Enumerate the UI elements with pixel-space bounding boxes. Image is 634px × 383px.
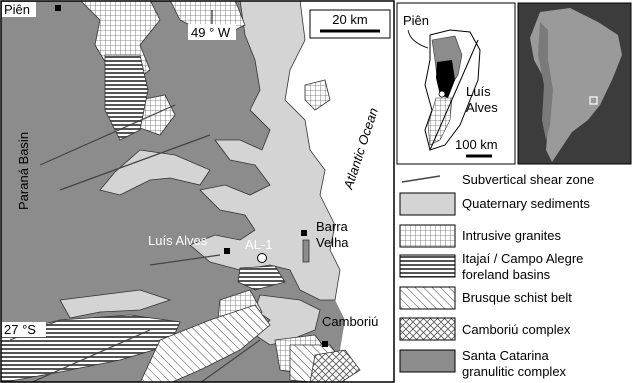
barra-velha-outcrop [303, 240, 309, 262]
legend [400, 172, 594, 379]
map-label-barra-velha-1: Barra [316, 219, 348, 234]
legend-swatch-camboriu [400, 318, 455, 340]
longitude-label: 49 ° W [191, 25, 231, 40]
camboriu-marker [322, 341, 328, 347]
map-label-barra-velha-2: Velha [316, 235, 349, 250]
luis-alves-marker [224, 248, 230, 254]
legend-swatch-brusque [400, 287, 455, 309]
legend-label-brusque: Brusque schist belt [462, 290, 572, 305]
legend-swatch-granulite [400, 350, 455, 372]
inset-label-alves: Alves [466, 100, 498, 115]
al1-sample-marker [258, 254, 267, 263]
inset-label-luis: Luís [466, 84, 491, 99]
legend-label-foreland-basins-2: foreland basins [462, 267, 551, 282]
scale-bar [310, 10, 390, 38]
legend-label-granulite-1: Santa Catarina [462, 348, 549, 363]
barra-velha-marker [301, 230, 307, 236]
legend-swatch-foreland-basins [400, 255, 455, 277]
pien-marker [55, 5, 61, 11]
latitude-label: 27 °S [4, 322, 36, 337]
legend-swatch-quaternary [400, 193, 455, 215]
legend-label-granulite-2: granulitic complex [462, 364, 567, 379]
inset-label-pien: Piên [403, 13, 430, 28]
legend-label-shear-zone: Subvertical shear zone [462, 172, 595, 187]
legend-label-foreland-basins-1: Itajaí / Campo Alegre [462, 251, 584, 266]
inset-scale-label: 100 km [455, 137, 498, 152]
legend-label-quaternary: Quaternary sediments [462, 196, 590, 211]
legend-label-granites: Intrusive granites [462, 228, 561, 243]
inset-map [397, 3, 515, 164]
south-america-inset [518, 3, 631, 164]
map-label-atlantic-ocean: Atlantic Ocean [340, 105, 381, 191]
legend-swatch-granites [400, 225, 455, 247]
map-label-al1: AL-1 [245, 237, 273, 252]
inset-al1-marker [439, 91, 445, 97]
map-label-luis-alves: Luís Alves [148, 233, 208, 248]
scale-bar-label: 20 km [332, 12, 368, 27]
legend-label-camboriu: Camboriú complex [462, 322, 571, 337]
map-label-camboriu: Camboriú [322, 314, 379, 329]
map-label-parana-basin: Paraná Basin [16, 131, 31, 210]
map-label-pien: Piên [4, 2, 31, 17]
legend-swatch-shear-zone [402, 176, 440, 182]
